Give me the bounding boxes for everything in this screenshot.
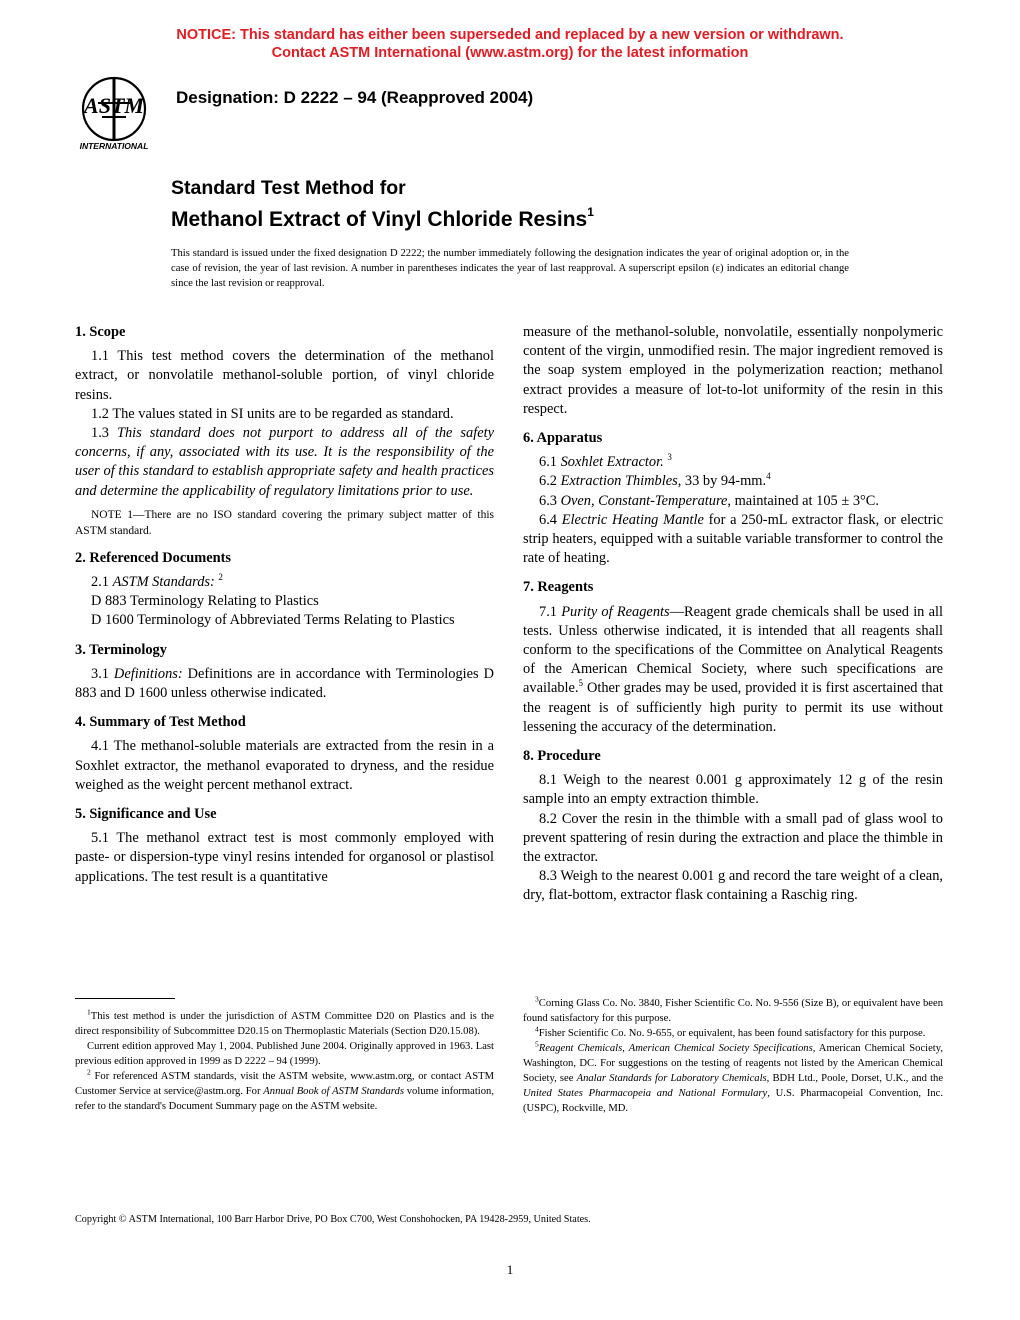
definitions-label: Definitions: <box>113 665 183 682</box>
footnote-marker: 2 <box>87 1067 91 1077</box>
safety-caveat: This standard does not purport to address all of the safety concerns, if any, associated with its use. It is the responsibility of the user of this standard to establish appropriate safety and health practices and determine the applicability of regulatory limitations prior to use. <box>75 425 494 499</box>
footnote-ref: 5 <box>578 678 584 689</box>
footnote-1-edition: Current edition approved May 1, 2004. Published June 2004. Originally approved in 1963. Last previous edition approved in 1999 as D 2222 – 94 (1999). <box>75 1041 494 1067</box>
paragraph-2-1 <box>75 573 494 592</box>
title-footnote-ref: 1 <box>587 205 594 219</box>
paragraph-7-1 <box>523 603 943 737</box>
footnote-text: For referenced ASTM standards, visit the ASTM website, www.astm.org, or contact ASTM Customer Service at service@astm.org. For <box>75 1071 495 1097</box>
paragraph-text: for a 250-mL extractor flask, or electric strip heaters, equipped with a suitable variable transformer to control the rate of heating. <box>523 511 943 567</box>
footnote-text: Fisher Scientific Co. No. 9-655, or equivalent, has been found satisfactory for this purpose. <box>538 1028 926 1039</box>
footnote-marker: 4 <box>535 1024 539 1034</box>
footnote-book-title: Reagent Chemicals, American Chemical Society Specifications <box>538 1043 813 1054</box>
paragraph-text: Definitions are in accordance with Terminologies D 883 and D 1600 unless otherwise indicated. <box>75 665 494 702</box>
title-line-1: Standard Test Method for <box>171 177 406 199</box>
paragraph-text: , maintained at 105 ± 3°C. <box>727 492 879 509</box>
section-heading-summary: 4. Summary of Test Method <box>75 714 246 731</box>
footnote-text-2: , BDH Ltd., Poole, Dorset, U.K., and the <box>766 1073 944 1084</box>
paragraph-number: 6.2 <box>539 473 557 490</box>
footnote-2 <box>75 1069 494 1114</box>
footnote-marker: 5 <box>535 1039 539 1049</box>
footnote-book-title-2: Analar Standards for Laboratory Chemicals <box>576 1073 767 1084</box>
reference-d1600 <box>87 611 494 630</box>
notice-line-2: Contact ASTM International (www.astm.org) for the latest information <box>271 45 749 61</box>
apparatus-name: Electric Heating Mantle <box>561 511 704 528</box>
apparatus-name: Oven, Constant-Temperature <box>560 492 728 509</box>
logo-letters: ASTM <box>84 93 144 118</box>
footnotes-right <box>523 996 943 1116</box>
footnote-ref: 2 <box>218 572 223 583</box>
paragraph-number: 3.1 <box>91 665 109 682</box>
footnote-text-continued: volume information, refer to the standard's Document Summary page on the ASTM website. <box>75 1086 494 1112</box>
paragraph-1-3 <box>75 424 494 501</box>
apparatus-name: Extraction Thimbles <box>560 473 678 490</box>
designation: Designation: D 2222 – 94 (Reapproved 2004) <box>176 88 534 107</box>
paragraph-1-1: 1.1 This test method covers the determination of the methanol extract, or nonvolatile methanol-soluble portion, of vinyl chloride resins. <box>75 348 494 403</box>
paragraph-text: , 33 by 94-mm. <box>677 473 767 490</box>
footnote-ref: 4 <box>766 471 771 482</box>
astm-logo <box>68 73 164 153</box>
apparatus-name: Soxhlet Extractor. <box>560 454 664 471</box>
withdrawal-notice <box>0 26 1020 62</box>
reference-d883: D 883 Terminology Relating to Plastics <box>91 593 319 610</box>
footnote-text: Corning Glass Co. No. 3840, Fisher Scientific Co. No. 9-556 (Size B), or equivalent have been found satisfactory for this purpose. <box>523 998 943 1024</box>
notice-line-1: NOTICE: This standard has either been superseded and replaced by a new version or withdrawn. <box>176 27 844 43</box>
purity-label: Purity of Reagents <box>561 603 670 620</box>
document-title <box>171 175 594 233</box>
footnote-marker: 3 <box>535 994 539 1004</box>
footnote-5 <box>523 1041 943 1116</box>
footnote-text: This test method is under the jurisdiction of ASTM Committee D20 on Plastics and is the direct responsibility of Subcommittee D20.15 on Thermoplastic Materials (Section D20.15.08). <box>75 1011 494 1037</box>
paragraph-5-1: 5.1 The methanol extract test is most commonly employed with paste- or dispersion-type vinyl resins intended for organosol or plastisol applications. The test result is a quantitative <box>75 830 494 885</box>
section-heading-terminology: 3. Terminology <box>75 641 167 658</box>
paragraph-1-2: 1.2 The values stated in SI units are to be regarded as standard. <box>91 405 454 422</box>
section-heading-significance: 5. Significance and Use <box>75 806 217 823</box>
footnote-divider <box>75 998 175 999</box>
paragraph-5-1-continued: measure of the methanol-soluble, nonvolatile, essentially nonpolymeric content of the virgin, unmodified resin. The major ingredient removed is the soap system employed in the polymerization reaction; methanol extract provides a measure of lot-to-lot uniformity of the resin in this respect. <box>523 324 943 417</box>
paragraph-number: 6.1 <box>539 454 557 471</box>
title-line-2 <box>171 201 594 233</box>
footnote-4 <box>523 1026 943 1041</box>
footnote-ref: 3 <box>667 452 672 463</box>
paragraph-8-2: 8.2 Cover the resin in the thimble with a small pad of glass wool to prevent spattering of resin during the extraction and place the thimble in the extractor. <box>523 810 943 866</box>
logo-subtext: INTERNATIONAL <box>79 141 149 151</box>
paragraph-3-1 <box>75 665 494 703</box>
paragraph-8-1: 8.1 Weigh to the nearest 0.001 g approximately 12 g of the resin sample into an empty extraction thimble. <box>523 772 943 808</box>
footnote-text-3: , U.S. Pharmacopeial Convention, Inc. (USPC), Rockville, MD. <box>523 1088 943 1114</box>
footnote-book-title: Annual Book of ASTM Standards <box>263 1086 404 1097</box>
paragraph-6-4 <box>523 511 943 569</box>
paragraph-number: 1.3 <box>91 425 109 442</box>
title-text: Methanol Extract of Vinyl Chloride Resins <box>171 208 588 231</box>
footnote-3 <box>523 996 943 1026</box>
section-heading-apparatus: 6. Apparatus <box>523 430 603 447</box>
astm-logo-icon <box>68 73 164 153</box>
page-number: 1 <box>506 1262 514 1277</box>
paragraph-6-1 <box>523 453 943 472</box>
section-heading-procedure: 8. Procedure <box>523 748 601 765</box>
paragraph-number: 2.1 <box>91 574 109 591</box>
left-column <box>75 323 494 887</box>
paragraph-number: 6.3 <box>539 492 557 509</box>
reference-d1600-text: D 1600 Terminology of Abbreviated Terms Relating to Plastics <box>91 612 455 629</box>
paragraph-number: 6.4 <box>539 511 557 528</box>
footnote-book-title-3: United States Pharmacopeia and National Formulary <box>523 1088 768 1099</box>
footnotes-left <box>75 1009 494 1114</box>
intro-statement: This standard is issued under the fixed designation D 2222; the number immediately following the designation indicates the year of original adoption or, in the case of revision, the year of last revision. A number in parentheses indicates the year of last reapproval. A superscript epsilon (ε) indicates an editorial change since the last revision or reapproval. <box>171 248 849 289</box>
copyright-line: Copyright © ASTM International, 100 Barr Harbor Drive, PO Box C700, West Conshohocken, PA 19428-2959, United States. <box>75 1214 591 1225</box>
paragraph-text-continued: Other grades may be used, provided it is first ascertained that the reagent is of sufficiently high purity to permit its use without lessening the accuracy of the determination. <box>523 680 943 735</box>
paragraph-text: —Reagent grade chemicals shall be used in all tests. Unless otherwise indicated, it is intended that all reagents shall conform to the specifications of the Committee on Analytical Reagents of the American Chemical Society, where such specifications are available. <box>523 603 943 697</box>
section-heading-scope: 1. Scope <box>75 324 126 340</box>
section-heading-referenced-documents: 2. Referenced Documents <box>75 549 231 566</box>
paragraph-6-2 <box>523 472 943 491</box>
right-column <box>523 323 943 906</box>
footnote-1 <box>75 1009 494 1039</box>
paragraph-4-1: 4.1 The methanol-soluble materials are extracted from the resin in a Soxhlet extractor, the methanol evaporated to dryness, and the residue weighed as the weight percent methanol extract. <box>75 738 494 793</box>
astm-standards-label: ASTM Standards: <box>112 574 215 591</box>
paragraph-8-3: 8.3 Weigh to the nearest 0.001 g and record the tare weight of a clean, dry, flat-bottom, extractor flask containing a Raschig ring. <box>523 868 943 904</box>
section-heading-reagents: 7. Reagents <box>523 579 594 596</box>
footnote-text: , American Chemical Society, Washington, DC. For suggestions on the testing of reagents not listed by the American Chemical Society, see <box>523 1043 943 1084</box>
paragraph-6-3 <box>523 492 943 511</box>
note-1: NOTE 1—There are no ISO standard covering the primary subject matter of this ASTM standard. <box>75 508 494 537</box>
paragraph-number: 7.1 <box>539 603 557 620</box>
footnote-marker: 1 <box>87 1007 91 1017</box>
